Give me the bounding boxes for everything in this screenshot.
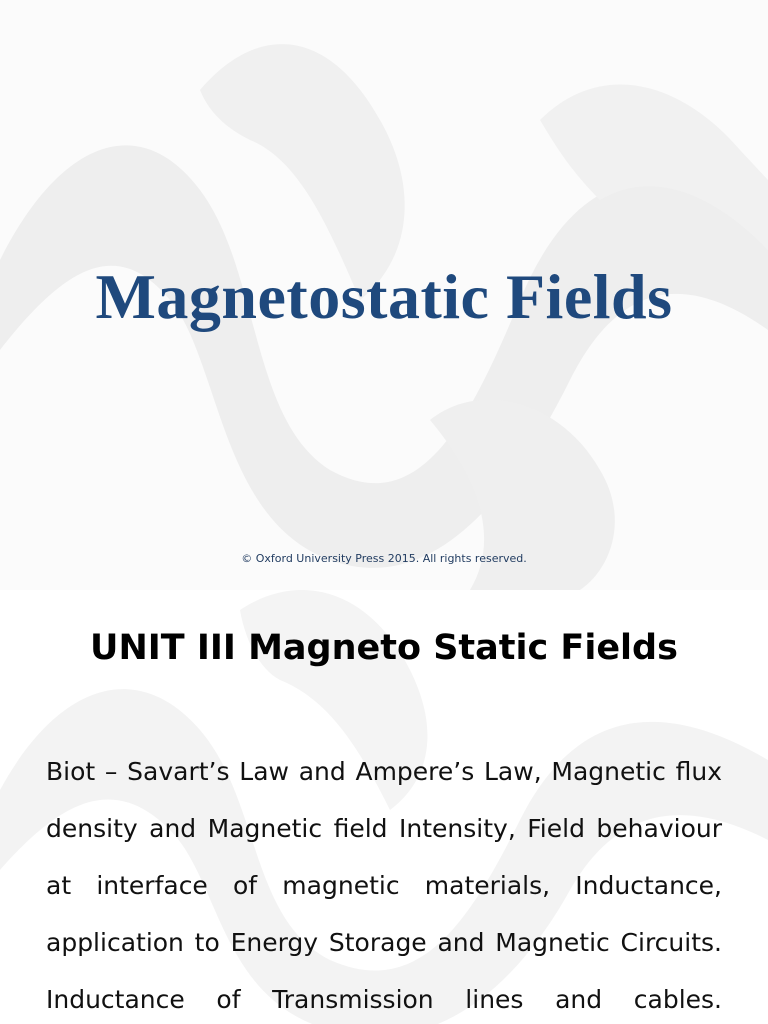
unit-slide bbox=[0, 590, 768, 1024]
body-line: application to Energy Storage and Magnetic Circuits. bbox=[46, 928, 722, 957]
body-line: density and Magnetic field Intensity, Field behaviour bbox=[46, 814, 722, 843]
body-line: Inductance of Transmission lines and cables. bbox=[46, 985, 722, 1014]
slide-title: Magnetostatic Fields bbox=[95, 261, 673, 332]
copyright-notice: © Oxford University Press 2015. All rights reserved. bbox=[241, 552, 527, 565]
body-line: Biot – Savart’s Law and Ampere’s Law, Magnetic flux bbox=[46, 757, 722, 786]
unit-heading: UNIT III Magneto Static Fields bbox=[90, 628, 678, 668]
body-line: at interface of magnetic materials, Inductance, bbox=[46, 871, 722, 900]
unit-body bbox=[46, 743, 722, 1024]
